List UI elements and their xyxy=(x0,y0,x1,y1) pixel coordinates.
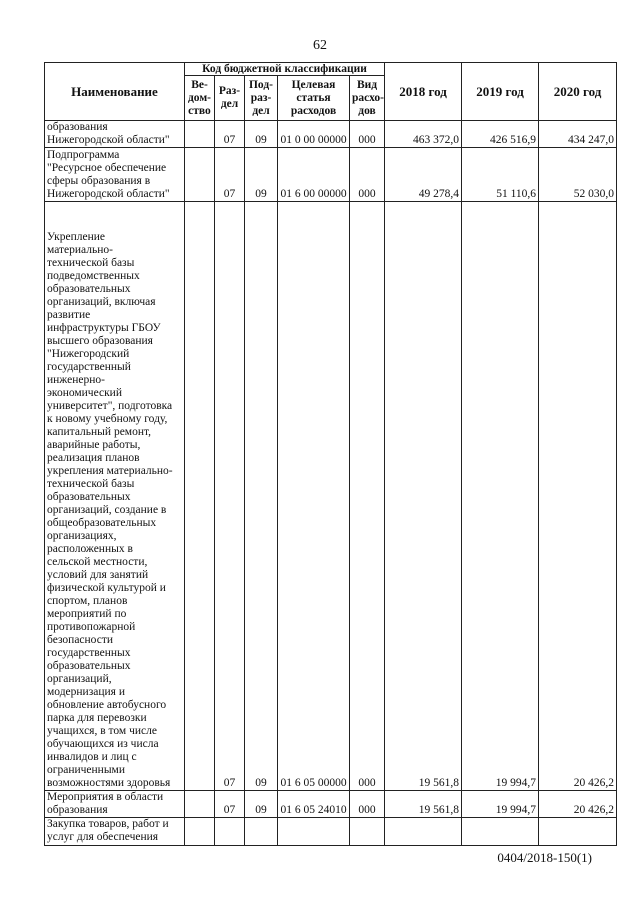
row-2019: 19 994,7 xyxy=(462,791,539,818)
header-ved: Ве- дом- ство xyxy=(185,76,215,121)
row-name: образования Нижегородской области" xyxy=(45,121,185,148)
page-number: 62 xyxy=(313,38,327,53)
row-razdel: 07 xyxy=(215,202,245,791)
row-razdel: 07 xyxy=(215,148,245,202)
row-podrazdel: 09 xyxy=(245,121,278,148)
row-podrazdel: 09 xyxy=(245,202,278,791)
row-target: 01 6 05 00000 xyxy=(278,202,350,791)
document-code: 0404/2018-150(1) xyxy=(497,850,592,865)
row-2018: 19 561,8 xyxy=(385,791,462,818)
row-ved xyxy=(185,791,215,818)
row-vid: 000 xyxy=(350,791,385,818)
row-target: 01 6 05 24010 xyxy=(278,791,350,818)
header-2019: 2019 год xyxy=(462,63,539,121)
row-2020: 52 030,0 xyxy=(539,148,617,202)
row-podrazdel: 09 xyxy=(245,791,278,818)
row-target: 01 6 00 00000 xyxy=(278,148,350,202)
header-target-article: Целевая статья расходов xyxy=(278,76,350,121)
table-row xyxy=(45,148,617,202)
row-2018: 463 372,0 xyxy=(385,121,462,148)
row-vid: 000 xyxy=(350,202,385,791)
row-2018: 49 278,4 xyxy=(385,148,462,202)
row-name: Подпрограмма "Ресурсное обеспечение сферы образования в Нижегородской области" xyxy=(45,148,185,202)
table-row xyxy=(45,791,617,818)
header-podrazdel: Под- раз- дел xyxy=(245,76,278,121)
row-name: Закупка товаров, работ и услуг для обеспечения xyxy=(45,818,185,846)
header-2018: 2018 год xyxy=(385,63,462,121)
row-2019: 19 994,7 xyxy=(462,202,539,791)
row-2020: 20 426,2 xyxy=(539,791,617,818)
row-vid xyxy=(350,818,385,846)
row-vid: 000 xyxy=(350,121,385,148)
row-ved xyxy=(185,818,215,846)
row-ved xyxy=(185,148,215,202)
header-expense-type: Вид расхо- дов xyxy=(350,76,385,121)
header-name: Наименование xyxy=(45,63,185,121)
table-row xyxy=(45,818,617,846)
row-target: 01 0 00 00000 xyxy=(278,121,350,148)
row-2020 xyxy=(539,818,617,846)
row-2020: 434 247,0 xyxy=(539,121,617,148)
row-2019 xyxy=(462,818,539,846)
row-2019: 51 110,6 xyxy=(462,148,539,202)
row-podrazdel: 09 xyxy=(245,148,278,202)
header-classification-group: Код бюджетной классификации xyxy=(185,63,385,76)
row-ved xyxy=(185,202,215,791)
row-vid: 000 xyxy=(350,148,385,202)
header-razdel: Раз- дел xyxy=(215,76,245,121)
row-2019: 426 516,9 xyxy=(462,121,539,148)
header-2020: 2020 год xyxy=(539,63,617,121)
row-2018 xyxy=(385,818,462,846)
row-razdel: 07 xyxy=(215,121,245,148)
row-ved xyxy=(185,121,215,148)
row-2018: 19 561,8 xyxy=(385,202,462,791)
row-razdel xyxy=(215,818,245,846)
row-target xyxy=(278,818,350,846)
table-row xyxy=(45,202,617,791)
row-podrazdel xyxy=(245,818,278,846)
table-row xyxy=(45,121,617,148)
row-name: Мероприятия в области образования xyxy=(45,791,185,818)
row-name: Укрепление материально- технической базы подведомственных образовательных организаций, включая развитие инфраструктуры ГБОУ высшего образования "Нижегородский государственный инженерно- экономический университет", подготовка к новому учебному году, капитальный ремонт, аварийные работы, реализация планов укрепления материально- технической базы образовательных организаций, создание в общеобразовательных организациях, расположенных в сельской местности, условий для занятий физической культурой и спортом, планов мероприятий по противопожарной безопасности государственных образовательных организаций, модернизация и обновление автобусного парка для перевозки учащихся, в том числе обучающихся из числа инвалидов и лиц с ограниченными возможностями здоровья xyxy=(45,202,185,791)
row-razdel: 07 xyxy=(215,791,245,818)
row-2020: 20 426,2 xyxy=(539,202,617,791)
budget-table xyxy=(44,62,617,846)
